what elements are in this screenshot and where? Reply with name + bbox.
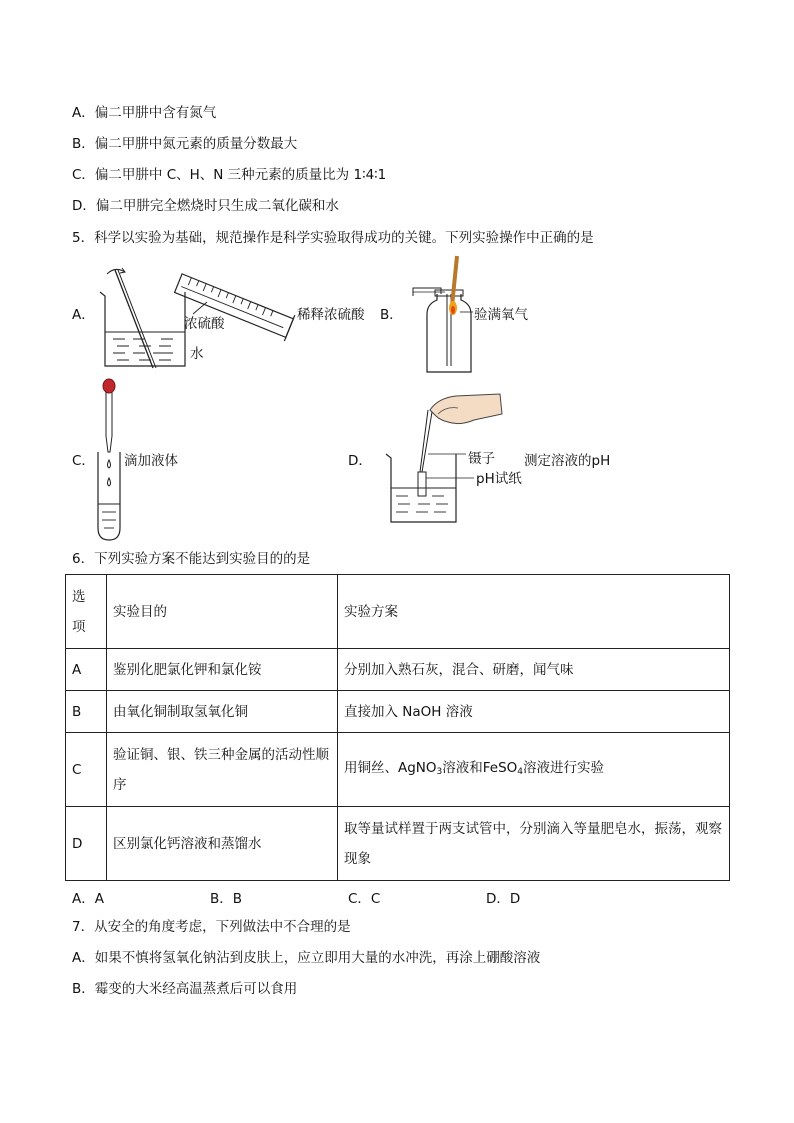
row-option: C — [66, 733, 107, 807]
q7-option-a: A．如果不慎将氢氧化钠沾到皮肤上，应立即用大量的水冲洗，再涂上硼酸溶液 — [72, 950, 541, 966]
fig-a-label-acid: 浓硫酸 — [184, 316, 225, 332]
q6-table — [65, 574, 730, 881]
row-plan: 分别加入熟石灰，混合、研磨，闻气味 — [338, 649, 730, 691]
header-purpose: 实验目的 — [107, 575, 338, 649]
row-option: B — [66, 691, 107, 733]
fig-b-gas-bottle-illustration — [405, 250, 475, 375]
q6-choice-b: B．B — [210, 891, 243, 907]
table-row — [66, 691, 730, 733]
fig-d-letter: D． — [348, 453, 372, 469]
fig-a-caption: 稀释浓硫酸 — [297, 307, 365, 323]
q7-option-b: B．霉变的大米经高温蒸煮后可以食用 — [72, 981, 298, 997]
fig-d-caption: 测定溶液的pH — [524, 453, 611, 469]
table-row — [66, 807, 730, 881]
row-option: D — [66, 807, 107, 881]
q4-option-a: A．偏二甲肼中含有氮气 — [72, 105, 217, 121]
q6-stem: 6．下列实验方案不能达到实验目的的是 — [72, 551, 311, 567]
header-plan: 实验方案 — [338, 575, 730, 649]
table-row — [66, 649, 730, 691]
q4-option-b: B．偏二甲肼中氮元素的质量分数最大 — [72, 136, 298, 152]
q6-choice-d: D．D — [486, 891, 521, 907]
q6-choice-c: C．C — [348, 891, 381, 907]
row-purpose: 由氧化铜制取氢氧化铜 — [107, 691, 338, 733]
fig-a-label-water: 水 — [190, 346, 204, 362]
row-purpose: 鉴别化肥氯化钾和氯化铵 — [107, 649, 338, 691]
fig-c-dropper-illustration — [92, 378, 122, 543]
header-option: 选项 — [66, 575, 107, 649]
row-option: A — [66, 649, 107, 691]
fig-a-letter: A． — [72, 307, 95, 323]
fig-c-letter: C． — [72, 453, 95, 469]
fig-c-caption: 滴加液体 — [124, 453, 178, 469]
fig-b-letter: B． — [380, 307, 403, 323]
row-plan: 直接加入 NaOH 溶液 — [338, 691, 730, 733]
fig-d-label-ph-paper: pH试纸 — [476, 471, 522, 487]
row-plan: 用铜丝、AgNO$_3$溶液和FeSO$_4$溶液进行实验 — [338, 733, 730, 807]
q4-option-d: D．偏二甲肼完全燃烧时只生成二氧化碳和水 — [72, 198, 339, 214]
fig-b-caption: 验满氧气 — [474, 307, 528, 323]
q4-option-c: C．偏二甲肼中 C、H、N 三种元素的质量比为 1∶4∶1 — [72, 167, 387, 183]
q7-stem: 7．从安全的角度考虑，下列做法中不合理的是 — [72, 919, 351, 935]
q6-choice-a: A．A — [72, 891, 104, 907]
row-purpose: 验证铜、银、铁三种金属的活动性顺序 — [107, 733, 338, 807]
row-plan: 取等量试样置于两支试管中，分别滴入等量肥皂水，振荡，观察现象 — [338, 807, 730, 881]
row-purpose: 区别氯化钙溶液和蒸馏水 — [107, 807, 338, 881]
fig-d-label-tweezers: 镊子 — [468, 451, 495, 467]
table-row — [66, 733, 730, 807]
q5-stem: 5．科学以实验为基础，规范操作是科学实验取得成功的关键。下列实验操作中正确的是 — [72, 230, 594, 246]
table-header-row — [66, 575, 730, 649]
